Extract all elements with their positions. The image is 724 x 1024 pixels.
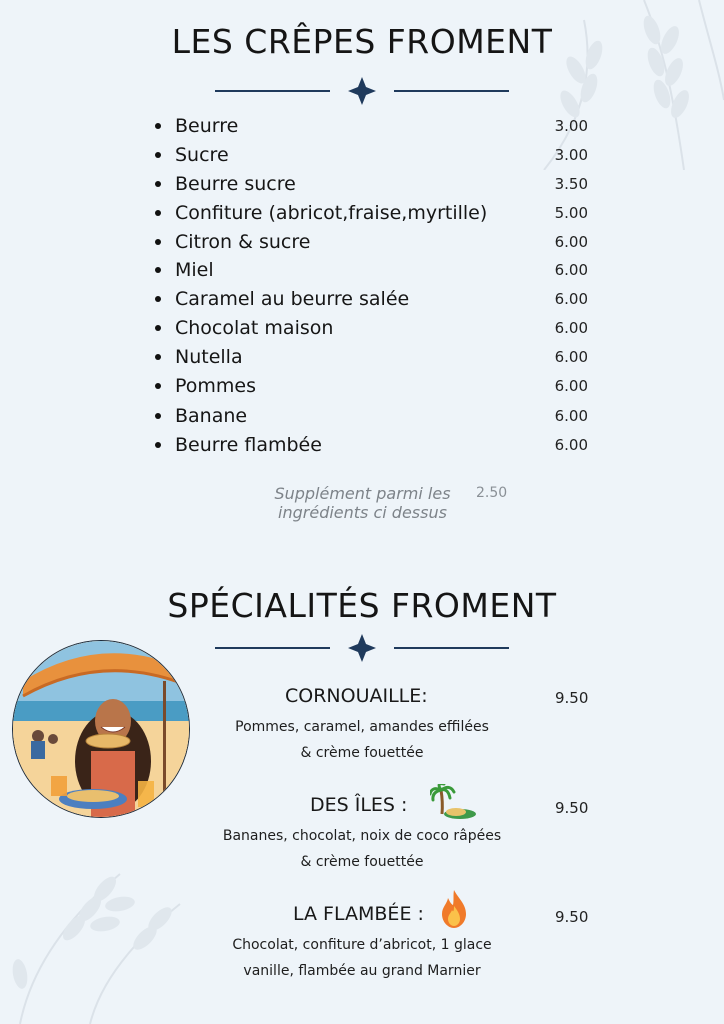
title-divider: [215, 633, 509, 663]
menu-item-price: 6.00: [554, 377, 588, 395]
specialty-name: LA FLAMBÉE :: [293, 903, 424, 925]
section-title-specialites: SPÉCIALITÉS FROMENT: [167, 586, 557, 625]
star-icon: [348, 634, 376, 662]
menu-item-name: Banane: [175, 405, 248, 427]
specialty-price: 9.50: [555, 908, 589, 926]
specialty-price: 9.50: [555, 799, 589, 817]
beach-crepe-illustration: [12, 640, 190, 818]
star-icon: [348, 77, 376, 105]
wheat-decoration-bottom: [0, 864, 190, 1024]
bullet-icon: [155, 181, 161, 187]
palm-island-icon: [430, 784, 478, 820]
specialty-description: [197, 823, 527, 875]
section-title-crepes: LES CRÊPES FROMENT: [171, 22, 553, 61]
menu-item-price: 3.50: [554, 175, 588, 193]
menu-item: [152, 172, 592, 196]
menu-item: [152, 201, 592, 225]
specialty-name: CORNOUAILLE:: [285, 685, 428, 707]
specialty-description-line: & crème fouettée: [300, 745, 424, 761]
bullet-icon: [155, 383, 161, 389]
menu-item-name: Citron & sucre: [175, 231, 311, 253]
menu-item-name: Confiture (abricot,fraise,myrtille): [175, 202, 488, 224]
menu-item: [152, 433, 592, 457]
menu-item: [152, 230, 592, 254]
supplement-note: Supplément parmi les ingrédients ci dessus: [274, 484, 451, 522]
menu-item: [152, 143, 592, 167]
title-divider: [215, 76, 509, 106]
menu-item: [152, 258, 592, 282]
specialty-description: [197, 932, 527, 984]
menu-item: [152, 345, 592, 369]
menu-item-name: Beurre: [175, 115, 239, 137]
menu-item-price: 6.00: [554, 233, 588, 251]
menu-item-price: 3.00: [554, 146, 588, 164]
specialty-name: DES ÎLES :: [310, 794, 408, 816]
specialty-description-line: vanille, flambée au grand Marnier: [243, 963, 481, 979]
bullet-icon: [155, 267, 161, 273]
bullet-icon: [155, 413, 161, 419]
flame-icon: [440, 890, 468, 928]
menu-item-price: 6.00: [554, 407, 588, 425]
specialty-description-line: Chocolat, confiture d’abricot, 1 glace: [232, 937, 492, 953]
bullet-icon: [155, 210, 161, 216]
supplement-price: 2.50: [476, 485, 508, 501]
menu-item-price: 6.00: [554, 436, 588, 454]
menu-item: [152, 287, 592, 311]
menu-item: [152, 114, 592, 138]
bullet-icon: [155, 442, 161, 448]
bullet-icon: [155, 123, 161, 129]
bullet-icon: [155, 325, 161, 331]
specialty-description-line: & crème fouettée: [300, 854, 424, 870]
specialty-description-line: Pommes, caramel, amandes effilées: [235, 719, 489, 735]
menu-item: [152, 316, 592, 340]
menu-item-price: 3.00: [554, 117, 588, 135]
bullet-icon: [155, 152, 161, 158]
menu-item-name: Pommes: [175, 375, 257, 397]
menu-item-name: Beurre sucre: [175, 173, 296, 195]
menu-item: [152, 404, 592, 428]
menu-item-price: 6.00: [554, 261, 588, 279]
menu-item: [152, 374, 592, 398]
menu-item-price: 6.00: [554, 290, 588, 308]
menu-item-name: Chocolat maison: [175, 317, 334, 339]
menu-item-price: 6.00: [554, 319, 588, 337]
menu-item-price: 5.00: [554, 204, 588, 222]
bullet-icon: [155, 354, 161, 360]
menu-item-name: Beurre flambée: [175, 434, 322, 456]
bullet-icon: [155, 296, 161, 302]
menu-item-name: Nutella: [175, 346, 243, 368]
menu-item-name: Caramel au beurre salée: [175, 288, 410, 310]
specialty-description-line: Bananes, chocolat, noix de coco râpées: [222, 828, 502, 844]
menu-item-name: Miel: [175, 259, 214, 281]
specialty-price: 9.50: [555, 689, 589, 707]
bullet-icon: [155, 239, 161, 245]
specialty-description: [197, 714, 527, 766]
menu-item-price: 6.00: [554, 348, 588, 366]
menu-item-name: Sucre: [175, 144, 229, 166]
